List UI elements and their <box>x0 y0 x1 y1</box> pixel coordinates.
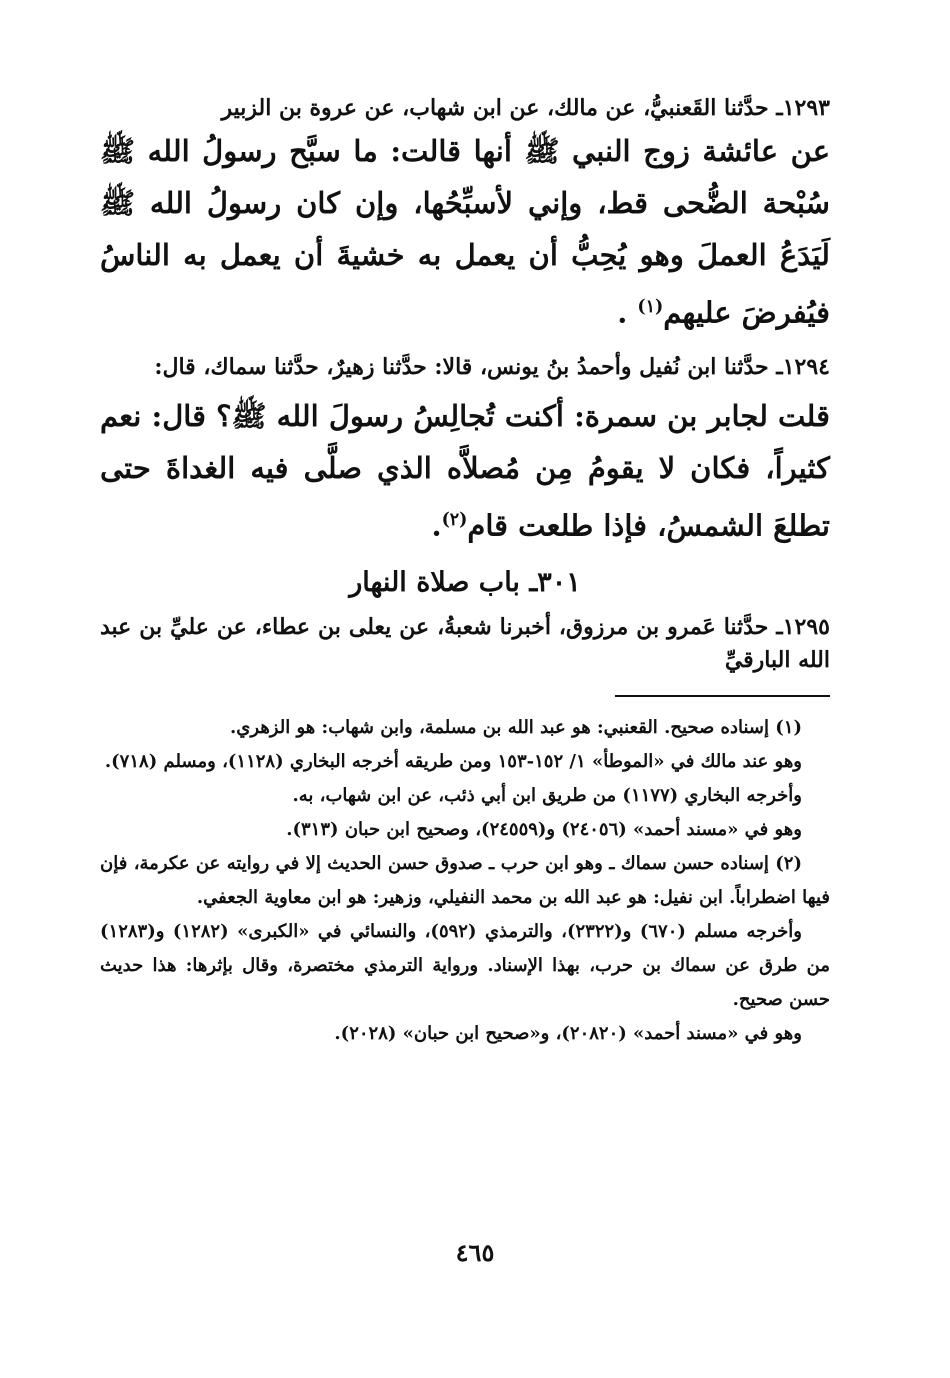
footnote-1: (١) إسناده صحيح. القعنبي: هو عبد الله بن مسلمة، وابن شهاب: هو الزهري. <box>230 717 802 739</box>
footnote-ref-2: (٢) <box>441 509 468 530</box>
hadith-1293-sanad: ١٢٩٣ـ حدَّثنا القَعنبيُّ، عن مالك، عن ابن شهاب، عن عروة بن الزبير <box>221 95 830 121</box>
footnote-ref-1: (١) <box>637 297 664 317</box>
footnote-1-line: وهو في «مسند أحمد» (٢٤٠٥٦) و(٢٤٥٥٩)، وصحيح ابن حبان (٣١٣). <box>286 819 802 841</box>
hadith-1293-matn <box>100 125 830 339</box>
hadith-1293-text: عن عائشة زوج النبي ﷺ أنها قالت: ما سبَّح رسولُ الله ﷺ سُبْحة الضُّحى قط، وإني لأسبِّحُها، وإن كان رسولُ الله ﷺ لَيَدَعُ العملَ وهو يُحِبُّ أن يعمل به خشيةَ أن يعمل به الناسُ فيُفرضَ عليهم <box>100 134 830 330</box>
footnote-2: (٢) إسناده حسن سماك ـ وهو ابن حرب ـ صدوق حسن الحديث إلا في روايته عن عكرمة، فإن فيها اضطراباً. ابن نفيل: هو عبد الله بن محمد النفيلي، وزهير: هو ابن معاوية الجعفي. <box>100 853 830 909</box>
hadith-1294-sanad: ١٢٩٤ـ حدَّثنا ابن نُفيل وأحمدُ بنُ يونس، قالا: حدَّثنا زهيرٌ، حدَّثنا سماك، قال: <box>154 353 830 380</box>
footnote-2-line: وأخرجه مسلم (٦٧٠) و(٢٣٢٢)، والترمذي (٥٩٢)، والنسائي في «الكبرى» (١٢٨٢) و(١٢٨٣) من طرق عن سماك بن حرب، بهذا الإسناد. ورواية الترمذي مختصرة، وقال بإثرها: هذا حديث حسن صحيح. <box>100 921 830 1011</box>
footnote-2-line: وهو في «مسند أحمد» (٢٠٨٢٠)، و«صحيح ابن حبان» (٢٠٢٨). <box>334 1023 802 1045</box>
footnote-1-line: وأخرجه البخاري (١١٧٧) من طريق ابن أبي ذئب، عن ابن شهاب، به. <box>292 785 802 807</box>
hadith-1294-matn <box>100 390 830 552</box>
hadith-1295-sanad: ١٢٩٥ـ حدَّثنا عَمرو بن مرزوق، أخبرنا شعبةُ، عن يعلى بن عطاء، عن عليِّ بن عبد الله البارقيِّ <box>100 614 830 674</box>
page-number: ٤٦٥ <box>455 1238 495 1267</box>
chapter-heading: ٣٠١ـ باب صلاة النهار <box>349 567 581 599</box>
hadith-1294-end: . <box>431 508 442 543</box>
hadith-1293-end: . <box>617 295 628 330</box>
footnote-divider <box>615 695 830 697</box>
footnote-1-line: وهو عند مالك في «الموطأ» ١/ ١٥٢-١٥٣ ومن طريقه أخرجه البخاري (١١٢٨)، ومسلم (٧١٨). <box>104 751 802 773</box>
hadith-1294-text: قلت لجابر بن سمرة: أكنت تُجالِسُ رسولَ الله ﷺ؟ قال: نعم كثيراً، فكان لا يقومُ مِن مُصلاَّه الذي صلَّى فيه الغداةَ حتى تطلعَ الشمسُ، فإذا طلعت قام <box>100 398 830 543</box>
page-body <box>100 92 830 1051</box>
